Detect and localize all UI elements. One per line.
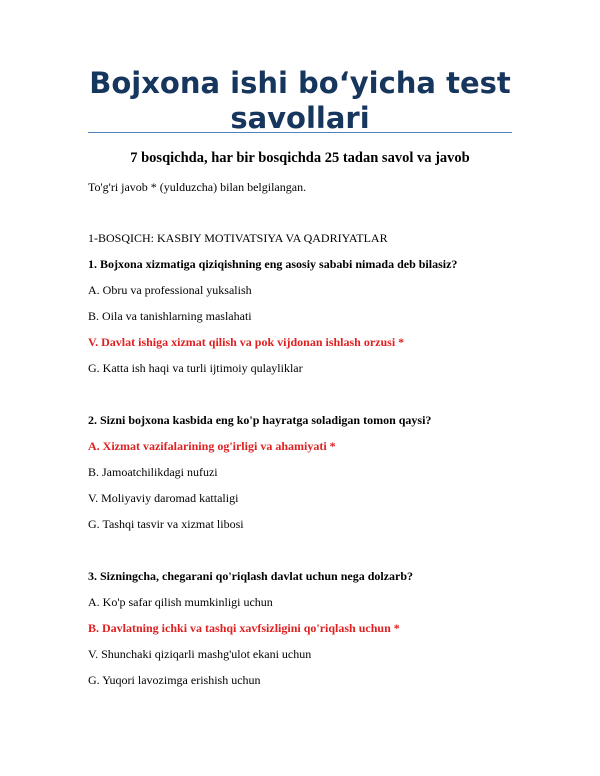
option-2b: B. Jamoatchilikdagi nufuzi	[88, 465, 218, 479]
option-2g: G. Tashqi tasvir va xizmat libosi	[88, 517, 244, 531]
option-3v: V. Shunchaki qiziqarli mashg'ulot ekani uchun	[88, 647, 312, 661]
option-3g: G. Yuqori lavozimga erishish uchun	[88, 673, 261, 687]
option-1g: G. Katta ish haqi va turli ijtimoiy qulayliklar	[88, 361, 303, 375]
option-1v-correct: V. Davlat ishiga xizmat qilish va pok vijdonan ishlash orzusi *	[88, 335, 405, 349]
answer-note: To'g'ri javob * (yulduzcha) bilan belgilangan.	[88, 180, 307, 194]
page-title: Bojxona ishi bo‘yicha test savollari	[89, 66, 511, 135]
option-3a: A. Ko'p safar qilish mumkinligi uchun	[88, 595, 273, 609]
option-1a: A. Obru va professional yuksalish	[88, 283, 252, 297]
option-1b: B. Oila va tanishlarning maslahati	[88, 309, 252, 323]
option-2a-correct: A. Xizmat vazifalarining og'irligi va ahamiyati *	[88, 439, 336, 453]
subtitle: 7 bosqichda, har bir bosqichda 25 tadan savol va javob	[130, 150, 470, 166]
option-2v: V. Moliyaviy daromad kattaligi	[88, 491, 239, 505]
question-1: 1. Bojxona xizmatiga qiziqishning eng asosiy sababi nimada deb bilasiz?	[88, 257, 458, 271]
title-divider	[88, 132, 512, 133]
section-heading: 1-BOSQICH: KASBIY MOTIVATSIYA VA QADRIYATLAR	[88, 231, 388, 245]
question-3: 3. Sizningcha, chegarani qo'riqlash davlat uchun nega dolzarb?	[88, 569, 414, 583]
option-3b-correct: B. Davlatning ichki va tashqi xavfsizligini qo'riqlash uchun *	[88, 621, 400, 635]
question-2: 2. Sizni bojxona kasbida eng ko'p hayratga soladigan tomon qaysi?	[88, 413, 432, 427]
